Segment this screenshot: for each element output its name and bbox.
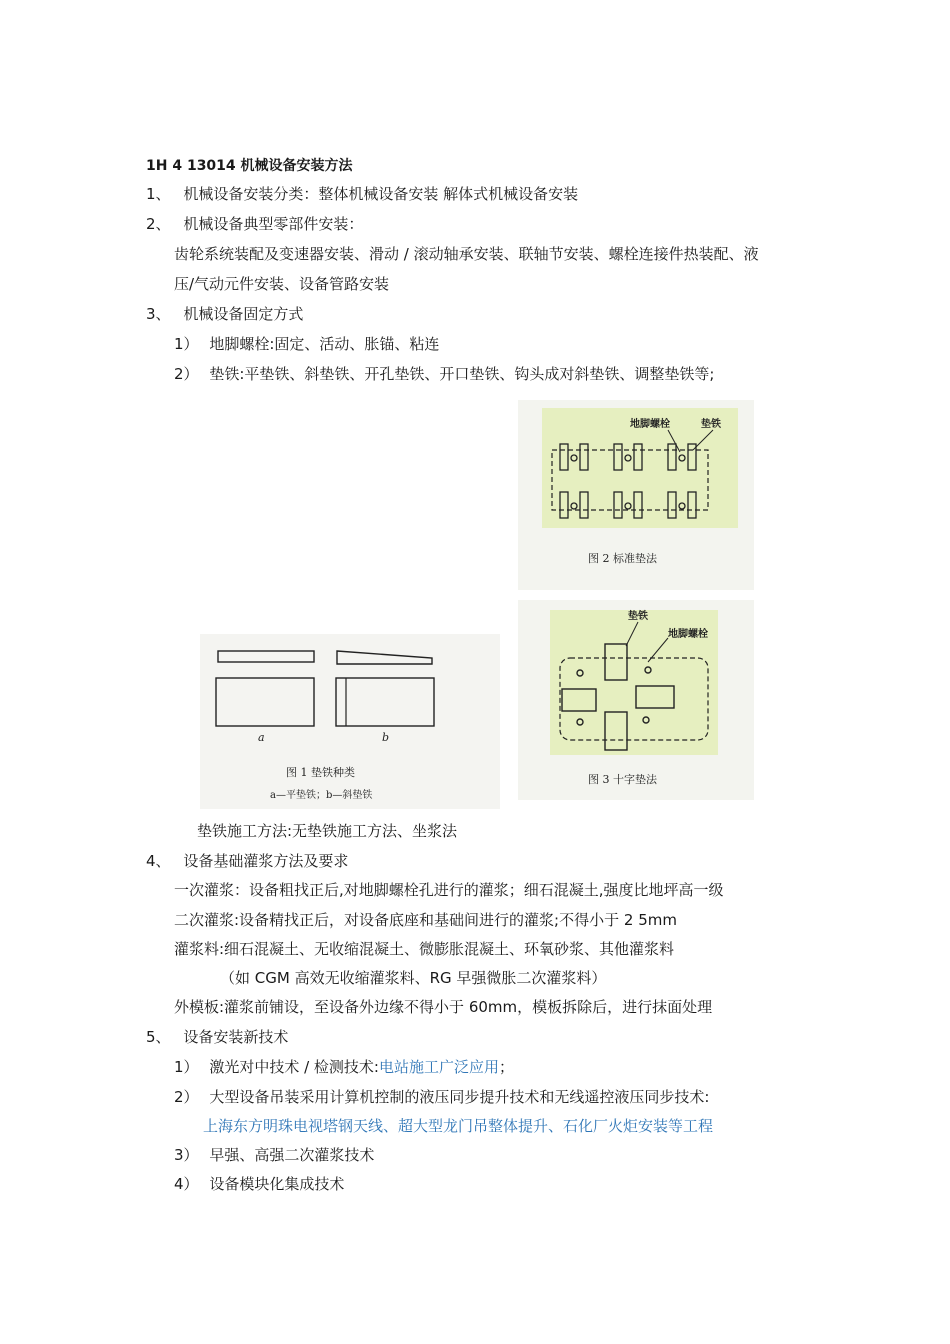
figure-1-caption: 图 1 垫铁种类 <box>286 766 355 779</box>
page-title: 1H 4 13014 机械设备安装方法 <box>146 158 353 174</box>
section-2-number: 2、 <box>146 215 171 233</box>
highlight-application: 电站施工广泛应用 <box>378 1058 499 1076</box>
grouting-second: 二次灌浆:设备精找正后，对设备底座和基础间进行的灌浆;不得小于 2 5mm <box>174 911 677 929</box>
pad-construction-methods: 垫铁施工方法:无垫铁施工方法、坐浆法 <box>197 822 458 840</box>
figure-2-standard-pads <box>518 400 754 590</box>
section-5-item-2 <box>174 1087 709 1107</box>
figure-2-pad-label: 垫铁 <box>701 419 721 430</box>
grouting-materials: 灌浆料:细石混凝土、无收缩混凝土、微膨胀混凝土、环氧砂浆、其他灌浆料 <box>174 940 675 958</box>
figure-3-cross-pads <box>518 600 754 800</box>
section-3 <box>146 304 303 324</box>
list-text: 早强、高强二次灌浆技术 <box>209 1146 375 1164</box>
section-3-number: 3、 <box>146 305 171 323</box>
list-punctuation: ； <box>499 1058 515 1076</box>
section-5-item-1 <box>174 1057 514 1077</box>
section-2-detail-line-1: 齿轮系统装配及变速器安装、滑动 / 滚动轴承安装、联轴节安装、螺栓连接件热装配、液 <box>174 245 759 263</box>
list-number: 3） <box>174 1146 199 1164</box>
section-4-number: 4、 <box>146 852 171 870</box>
grouting-formwork: 外模板:灌浆前铺设，至设备外边缘不得小于 60mm，模板拆除后，进行抹面处理 <box>174 998 713 1016</box>
list-number: 2） <box>174 1088 199 1106</box>
list-text: 垫铁:平垫铁、斜垫铁、开孔垫铁、开口垫铁、钩头成对斜垫铁、调整垫铁等; <box>209 365 715 383</box>
section-5-item-3 <box>174 1145 374 1165</box>
list-number: 4） <box>174 1175 199 1193</box>
list-number: 2） <box>174 365 199 383</box>
figure-3-bolt-label: 地脚螺栓 <box>668 629 708 640</box>
list-text: 激光对中技术 / 检测技术: <box>209 1058 379 1076</box>
section-1 <box>146 184 578 204</box>
list-number: 1） <box>174 335 199 353</box>
section-3-item-1 <box>174 334 439 354</box>
section-3-item-2 <box>174 364 714 384</box>
section-2-detail-line-2: 压/气动元件安装、设备管路安装 <box>174 275 390 293</box>
grouting-first: 一次灌浆：设备粗找正后,对地脚螺栓孔进行的灌浆；细石混凝土,强度比地坪高一级 <box>174 881 724 899</box>
figure-1-label-a: a <box>258 731 265 744</box>
figure-3-pad-label: 垫铁 <box>628 611 648 622</box>
section-5-item-2-examples: 上海东方明珠电视塔钢天线、超大型龙门吊整体提升、石化厂火炬安装等工程 <box>203 1117 714 1135</box>
grouting-materials-examples: （如 CGM 高效无收缩灌浆料、RG 早强微胀二次灌浆料） <box>220 969 607 987</box>
section-5-text: 设备安装新技术 <box>183 1028 289 1046</box>
list-number: 1） <box>174 1058 199 1076</box>
figure-3-caption: 图 3 十字垫法 <box>588 773 657 786</box>
figure-1-pad-types <box>200 634 500 809</box>
section-1-number: 1、 <box>146 185 171 203</box>
section-2-text: 机械设备典型零部件安装： <box>183 215 364 233</box>
section-5-item-4 <box>174 1174 344 1194</box>
section-3-text: 机械设备固定方式 <box>183 305 304 323</box>
figure-2-bolt-label: 地脚螺栓 <box>630 419 670 430</box>
section-4-text: 设备基础灌浆方法及要求 <box>183 852 349 870</box>
section-5-number: 5、 <box>146 1028 171 1046</box>
section-4 <box>146 851 348 871</box>
section-2 <box>146 214 363 234</box>
list-text: 大型设备吊装采用计算机控制的液压同步提升技术和无线遥控液压同步技术: <box>209 1088 710 1106</box>
section-1-text: 机械设备安装分类：整体机械设备安装 解体式机械设备安装 <box>183 185 579 203</box>
figure-2-caption: 图 2 标准垫法 <box>588 552 657 565</box>
section-5 <box>146 1027 288 1047</box>
figure-1-label-b: b <box>382 731 390 744</box>
list-text: 设备模块化集成技术 <box>209 1175 345 1193</box>
figure-1-subcaption: a—平垫铁；b—斜垫铁 <box>270 790 373 801</box>
list-text: 地脚螺栓:固定、活动、胀锚、粘连 <box>209 335 440 353</box>
